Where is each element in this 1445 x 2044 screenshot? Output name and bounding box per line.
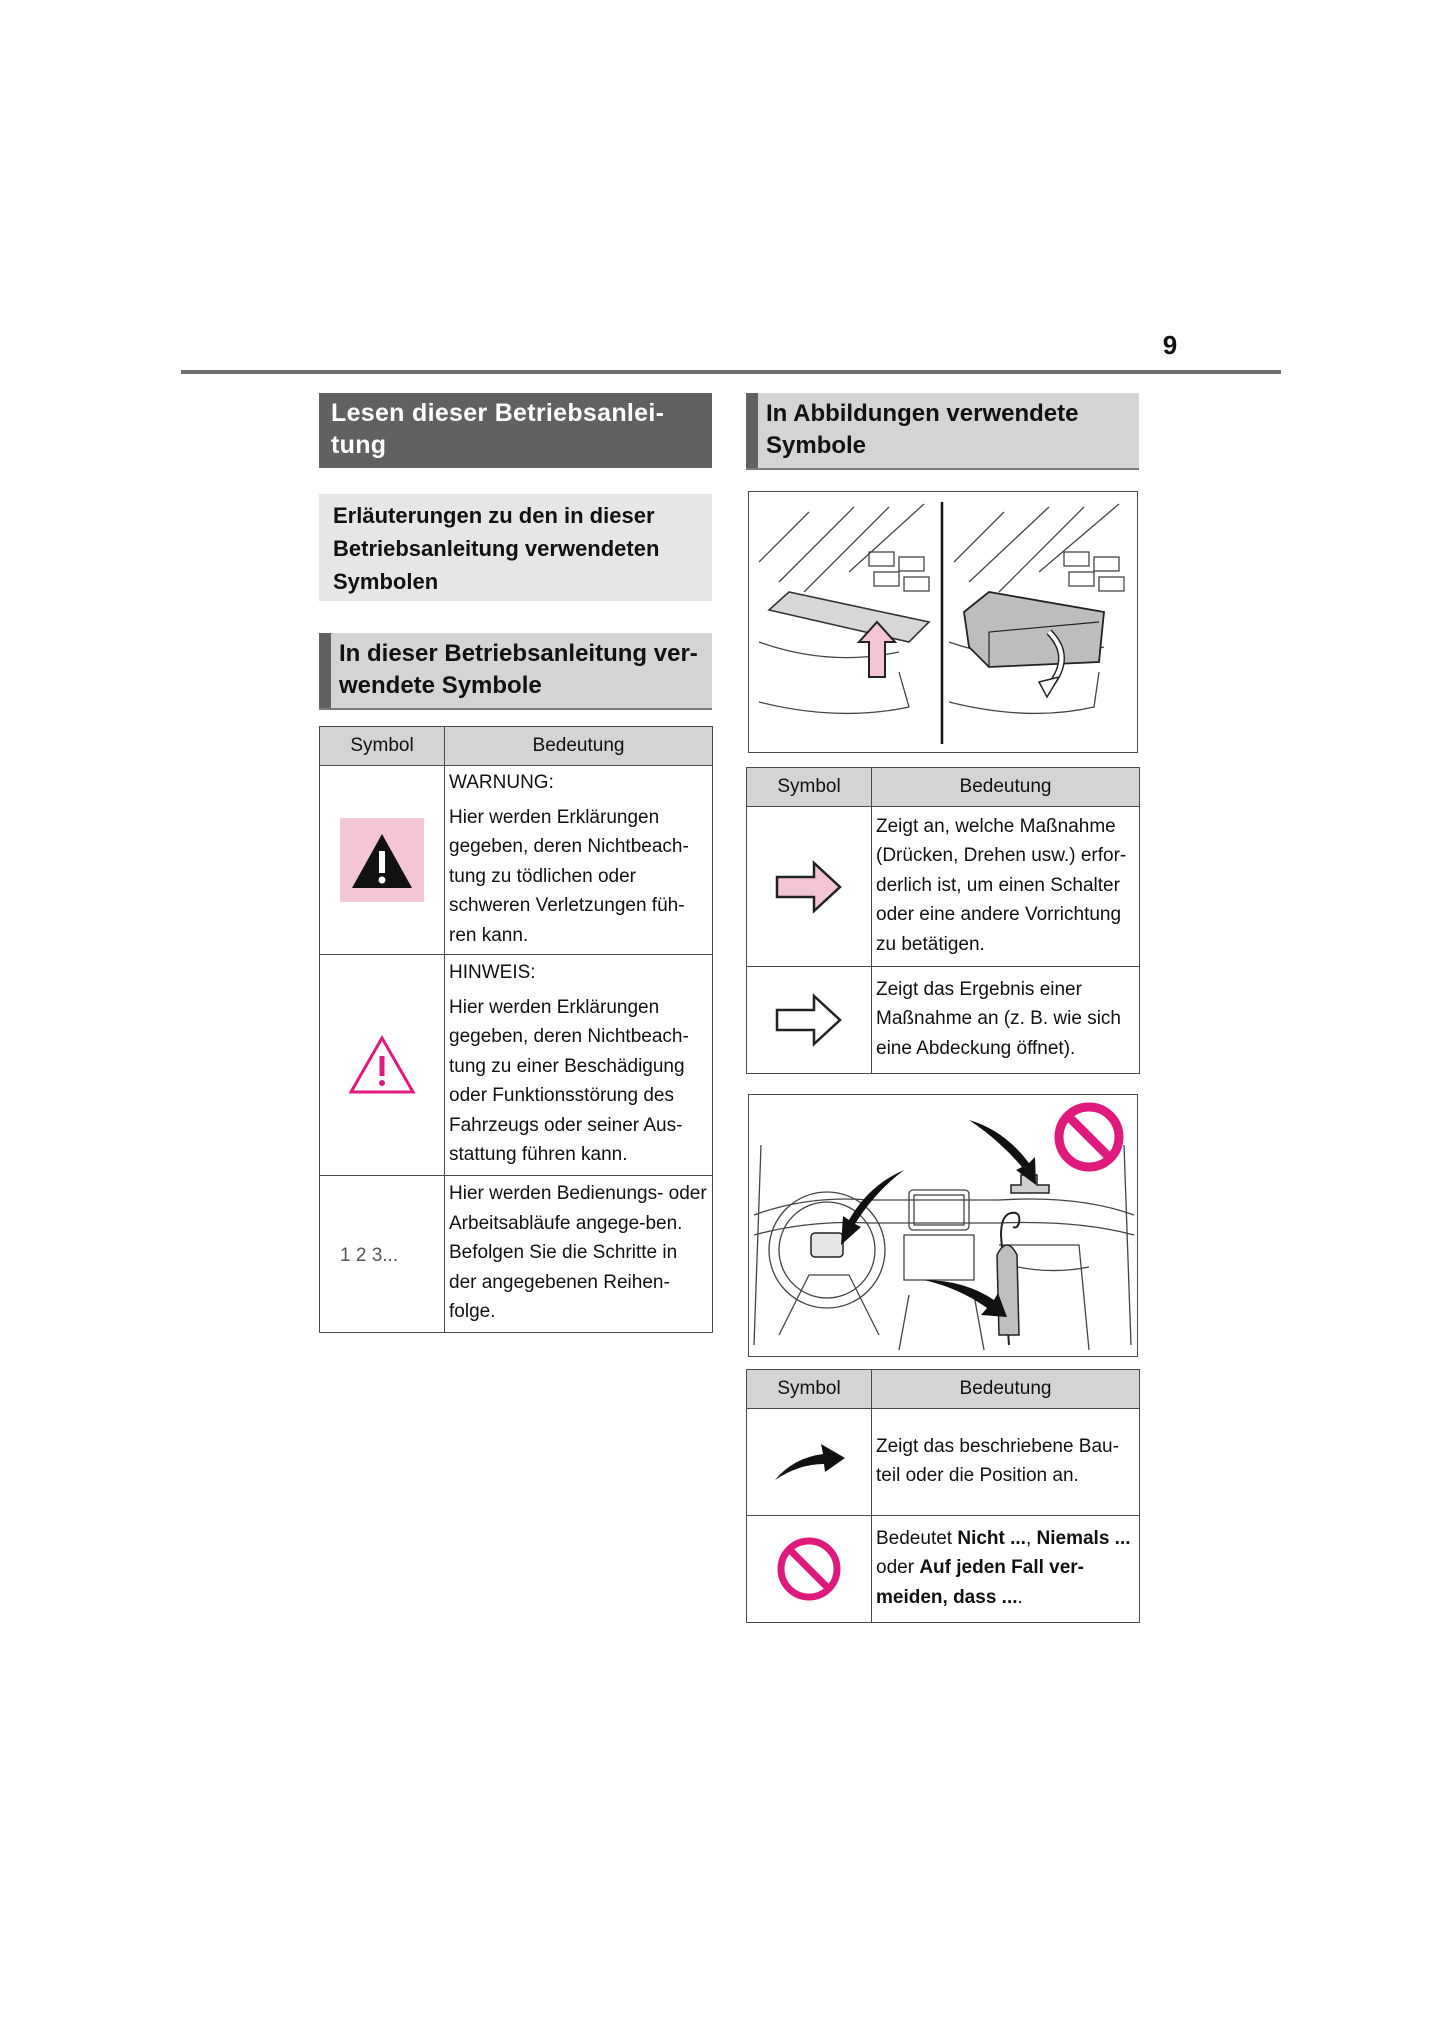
meaning-cell [872,967,1140,1074]
symbol-cell [320,766,445,955]
steps-text: Hier werden Bedienungs- oder Arbeitsabläufe angege-ben. Befolgen Sie die Schritte in der angegebenen Reihen-folge. [449,1183,707,1323]
meaning-cell [872,807,1140,967]
prohibition-text [876,1524,1135,1613]
caution-triangle-icon [347,1034,417,1096]
prohibition-text-bold: Nicht ... [957,1527,1026,1549]
meaning-cell [872,1409,1140,1516]
meaning-cell [872,1516,1140,1623]
symbols-subheading: In dieser Betriebsanleitung ver-wendete Symbole [319,633,712,710]
result-arrow-text: Zeigt das Ergebnis einer Maßnahme an (z. B. wie sich eine Abdeckung öffnet). [876,978,1121,1059]
table-row [747,1516,1140,1623]
header-rule [181,370,1281,374]
table-row [320,766,713,955]
prohibition-icon [775,1535,843,1603]
prohibition-text-part: . [1017,1586,1023,1608]
warning-text: Hier werden Erklärungen gegeben, deren Nichtbeach-tung zu tödlichen oder schweren Verletzungen füh-ren kann. [449,806,689,946]
table-row [747,967,1140,1074]
section-title: Lesen dieser Betriebsanlei-tung [319,393,712,468]
outline-result-arrow-icon [774,992,844,1048]
symbol-cell [320,955,445,1176]
prohibition-text-bold: Niemals ... [1036,1527,1131,1549]
symbol-cell [747,807,872,967]
illustration-symbols-table-2 [746,1369,1140,1623]
meaning-cell [445,955,713,1176]
caution-label: HINWEIS: [449,962,536,984]
prohibition-text-part: oder [876,1557,920,1579]
symbol-cell [747,967,872,1074]
pink-action-arrow-icon [774,859,844,915]
symbol-cell [747,1409,872,1516]
meaning-column-header: Bedeutung [872,1370,1140,1409]
symbols-table [319,726,713,1333]
meaning-column-header: Bedeutung [872,768,1140,807]
table-row [320,955,713,1176]
prohibition-text-part: , [1025,1527,1037,1549]
step-numbers-icon [340,1237,424,1271]
symbol-column-header: Symbol [320,727,445,766]
step-numbers-text: 1 2 3... [340,1245,399,1266]
pointer-arrow-text: Zeigt das beschriebene Bau-teil oder die Position an. [876,1435,1119,1486]
table-row [747,807,1140,967]
curved-pointer-arrow-icon [771,1438,847,1486]
warning-triangle-icon [340,818,424,902]
symbol-column-header: Symbol [747,768,872,807]
table-row [747,1409,1140,1516]
symbol-column-header: Symbol [747,1370,872,1409]
symbol-cell [747,1516,872,1623]
meaning-cell [445,1176,713,1333]
table-header-row [747,1370,1140,1409]
meaning-column-header: Bedeutung [445,727,713,766]
caution-text: Hier werden Erklärungen gegeben, deren Nichtbeach-tung zu einer Beschädigung oder Funktionsstörung des Fahrzeugs oder seiner Aus-stattung führen kann. [449,996,689,1166]
dashboard-illustration [748,1094,1138,1357]
table-header-row [747,768,1140,807]
table-header-row [320,727,713,766]
prohibition-text-part: Bedeutet [876,1527,958,1549]
warning-label: WARNUNG: [449,772,554,793]
table-row [320,1176,713,1333]
illustration-symbols-table-1 [746,767,1140,1074]
page-number: 9 [1162,330,1178,360]
explain-heading: Erläuterungen zu den in dieser Betriebsanleitung verwendeten Symbolen [319,494,712,601]
symbol-cell [320,1176,445,1333]
prohibition-text-bold: Auf jeden Fall ver-meiden, dass ... [876,1557,1085,1608]
illustrations-heading: In Abbildungen verwendete Symbole [746,393,1139,470]
meaning-cell [445,766,713,955]
action-arrow-text: Zeigt an, welche Maßnahme (Drücken, Drehen usw.) erfor-derlich ist, um einen Schalter oder eine andere Vorrichtung zu betätigen. [876,815,1127,955]
console-illustration [748,491,1138,753]
